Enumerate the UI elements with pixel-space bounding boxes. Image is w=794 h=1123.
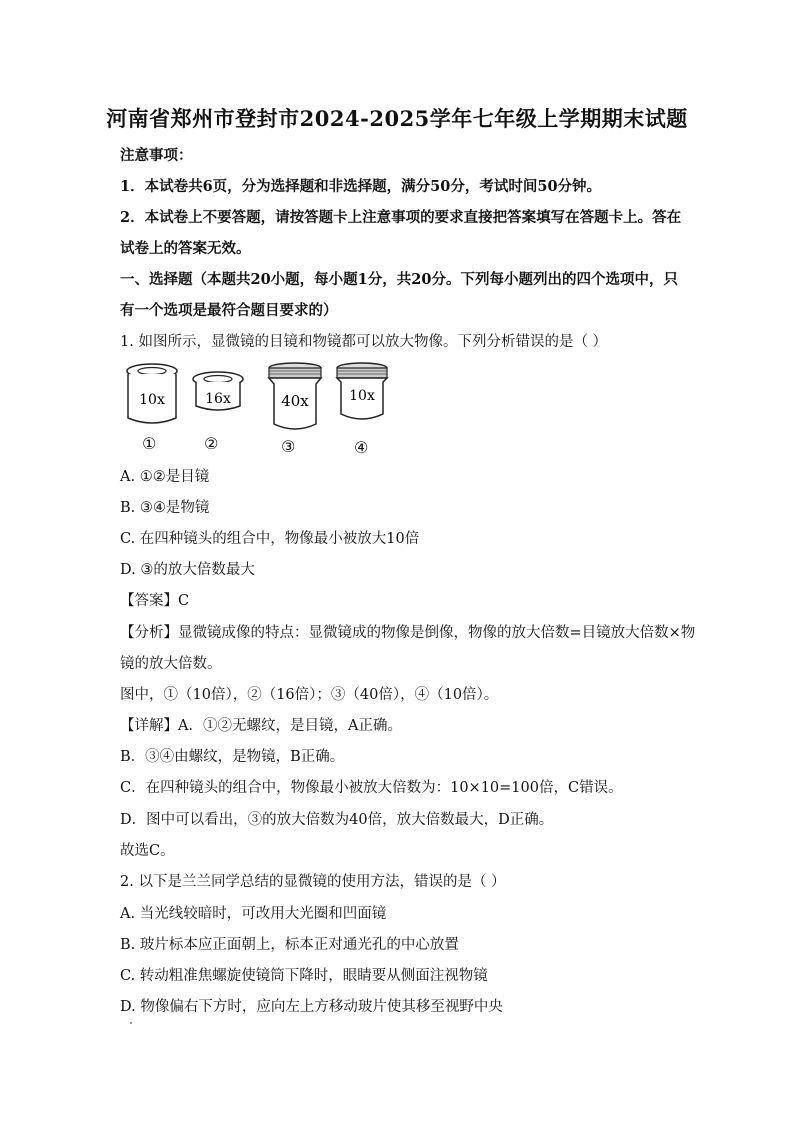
- q1-detail-b: B．③④由螺纹，是物镜，B正确。: [120, 749, 345, 765]
- q2-option-b: B. 玻片标本应正面朝上，标本正对通光孔的中心放置: [120, 937, 459, 953]
- q2-option-c: C. 转动粗准焦螺旋使镜筒下降时，眼睛要从侧面注视物镜: [120, 968, 488, 984]
- lens-4-label: 10x: [349, 388, 375, 404]
- q2-option-d: D. 物像偏右下方时，应向左上方移动玻片使其移至视野中央: [120, 999, 503, 1015]
- eyepiece-lens-1: [124, 362, 180, 428]
- q2-option-a: A. 当光线较暗时，可改用大光圈和凹面镜: [120, 906, 387, 922]
- q1-detail-d: D．图中可以看出，③的放大倍数为40倍，放大倍数最大，D正确。: [120, 812, 554, 828]
- section-heading: 一、选择题（本题共20小题，每小题1分，共20分。下列每小题列出的四个选项中，只: [120, 271, 678, 288]
- q1-answer: 【答案】C: [120, 593, 190, 609]
- eyepiece-lens-2: [190, 370, 246, 414]
- notice-heading: 注意事项：: [120, 147, 193, 164]
- q1-option-b: B. ③④是物镜: [120, 500, 210, 516]
- lens-2-number: ②: [204, 434, 219, 453]
- q1-option-d: D. ③的放大倍数最大: [120, 562, 255, 578]
- lens-2-label: 16x: [205, 391, 231, 407]
- q1-detail-a: 【详解】A．①②无螺纹，是目镜，A正确。: [120, 718, 402, 734]
- q1-analysis-cont: 镜的放大倍数。: [120, 656, 222, 672]
- section-heading-cont: 有一个选项是最符合题目要求的）: [120, 302, 338, 319]
- notice-item-2: 2．本试卷上不要答题，请按答题卡上注意事项的要求直接把答案填写在答题卡上。答在: [120, 209, 682, 226]
- notice-item-1: 1．本试卷共6页，分为选择题和非选择题，满分50分，考试时间50分钟。: [120, 178, 602, 195]
- lens-1-label: 10x: [139, 392, 165, 408]
- objective-lens-3: [266, 362, 324, 434]
- page-title: 河南省郑州市登封市2024-2025学年七年级上学期期末试题: [106, 106, 688, 131]
- q1-conclusion: 故选C。: [120, 843, 175, 859]
- q1-option-c: C. 在四种镜头的组合中，物像最小被放大10倍: [120, 531, 420, 547]
- question-2-stem: 2. 以下是兰兰同学总结的显微镜的使用方法，错误的是（ ）: [120, 874, 506, 890]
- lens-4-number: ④: [354, 438, 369, 457]
- stray-mark: [130, 1022, 132, 1024]
- q1-figure-note: 图中，①（10倍），②（16倍）；③（40倍），④（10倍）。: [120, 687, 499, 703]
- lens-1-number: ①: [142, 434, 157, 453]
- q1-detail-c: C．在四种镜头的组合中，物像最小被放大倍数为：10×10=100倍，C错误。: [120, 780, 623, 796]
- lens-3-number: ③: [281, 437, 296, 456]
- objective-lens-4: [334, 362, 390, 424]
- notice-item-2-cont: 试卷上的答案无效。: [120, 240, 251, 257]
- q1-option-a: A. ①②是目镜: [120, 469, 210, 485]
- lens-3-label: 40x: [281, 392, 309, 410]
- question-1-stem: 1. 如图所示，显微镜的目镜和物镜都可以放大物像。下列分析错误的是（ ）: [120, 334, 608, 350]
- q1-analysis: 【分析】显微镜成像的特点：显微镜成的物像是倒像，物像的放大倍数=目镜放大倍数×物: [120, 625, 696, 641]
